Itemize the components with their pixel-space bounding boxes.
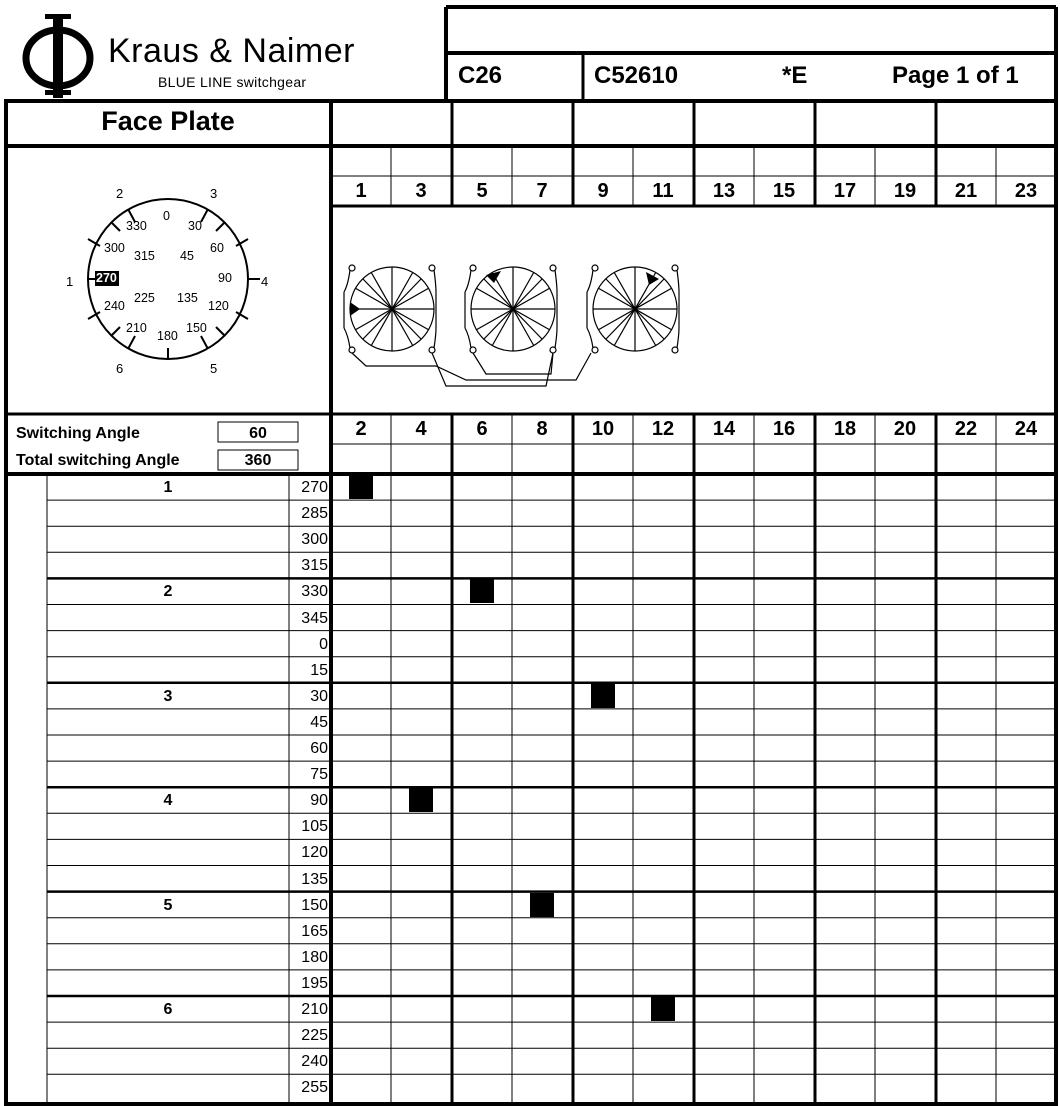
dial-terminal-5: 5	[210, 361, 218, 376]
terminal-bottom-6: 6	[476, 418, 488, 440]
dial-angle-180: 180	[157, 329, 178, 343]
terminal-bottom-14: 14	[712, 418, 736, 440]
brand-logo	[20, 10, 440, 98]
position-angle: 330	[301, 583, 328, 601]
dial-angle-30: 30	[188, 219, 202, 233]
position-angle: 285	[301, 505, 328, 523]
position-angle: 270	[301, 479, 328, 496]
terminal-bottom-22: 22	[954, 418, 978, 440]
dial-angle-300: 300	[104, 241, 125, 255]
position-angle: 135	[301, 870, 328, 888]
position-angle: 240	[301, 1053, 328, 1071]
contact-closed-mark	[530, 893, 554, 917]
dial-terminal-6: 6	[116, 361, 124, 376]
position-angle: 345	[301, 609, 328, 627]
position-label: 2	[163, 583, 173, 601]
position-angle: 180	[301, 948, 328, 966]
position-angle: 0	[319, 635, 328, 653]
dial-angle-225: 225	[134, 291, 155, 305]
dial-angle-315: 315	[134, 249, 155, 263]
terminal-top-3: 3	[415, 180, 427, 202]
dial-terminal-4: 4	[261, 274, 269, 289]
terminal-bottom-18: 18	[833, 418, 857, 440]
terminal-bottom-20: 20	[893, 418, 917, 440]
terminal-bottom-8: 8	[536, 418, 548, 440]
dial-angle-270-selected: 270	[96, 271, 117, 285]
position-label: 1	[163, 479, 173, 496]
dial-angle-210: 210	[126, 321, 147, 335]
dial-angle-240: 240	[104, 299, 125, 313]
page-indicator: Page 1 of 1	[892, 62, 1019, 89]
position-angle: 60	[310, 740, 328, 757]
terminal-bottom-16: 16	[772, 418, 796, 440]
contact-closed-mark	[591, 684, 615, 708]
brand-subtitle: BLUE LINE switchgear	[158, 74, 307, 90]
terminal-bottom-12: 12	[651, 418, 675, 440]
terminal-top-9: 9	[597, 180, 609, 202]
terminal-top-1: 1	[355, 180, 367, 202]
total-switching-angle-label: Total switching Angle	[16, 452, 180, 469]
dial-angle-90: 90	[218, 271, 232, 285]
dial-terminal-3: 3	[210, 186, 218, 201]
position-angle: 150	[301, 896, 328, 914]
dial-icon	[60, 180, 280, 380]
terminal-bottom-2: 2	[355, 418, 367, 440]
position-angle: 225	[301, 1027, 328, 1045]
position-angle: 255	[301, 1079, 328, 1097]
terminal-top-23: 23	[1014, 180, 1038, 202]
switching-angle-value: 60	[249, 425, 267, 442]
terminal-top-21: 21	[954, 180, 978, 202]
dial-angle-135: 135	[177, 291, 198, 305]
phi-logo-icon	[20, 10, 100, 98]
total-switching-angle-value: 360	[244, 452, 272, 469]
dial-angle-150: 150	[186, 321, 207, 335]
contact-closed-mark	[651, 997, 675, 1021]
position-angle: 120	[301, 844, 328, 862]
terminal-top-11: 11	[652, 180, 674, 202]
dial-angle-0: 0	[163, 209, 170, 223]
terminal-bottom-24: 24	[1014, 418, 1038, 440]
terminal-top-7: 7	[536, 180, 548, 202]
brand-name: Kraus & Naimer	[108, 32, 355, 70]
terminal-top-13: 13	[712, 180, 736, 202]
part-number: C52610	[594, 62, 679, 89]
position-angle: 30	[310, 687, 328, 705]
contact-closed-mark	[349, 475, 373, 499]
position-label: 4	[163, 792, 173, 810]
terminal-top-17: 17	[833, 180, 857, 202]
face-plate-title: Face Plate	[101, 106, 235, 136]
dial-terminal-1: 1	[66, 274, 74, 289]
terminal-bottom-10: 10	[591, 418, 615, 440]
position-angle: 75	[310, 766, 328, 784]
terminal-top-15: 15	[772, 180, 796, 202]
position-angle: 15	[310, 661, 328, 679]
position-angle: 195	[301, 974, 328, 992]
position-angle: 300	[301, 531, 328, 549]
position-angle: 210	[301, 1001, 328, 1018]
dial-angle-60: 60	[210, 241, 224, 255]
position-angle: 45	[310, 713, 328, 731]
contact-diagram-icon	[336, 240, 696, 410]
terminal-bottom-4: 4	[415, 418, 427, 440]
position-label: 5	[163, 896, 173, 914]
dial-angle-330: 330	[126, 219, 147, 233]
contact-closed-mark	[470, 579, 494, 603]
position-angle: 90	[310, 792, 328, 810]
position-label: 3	[163, 687, 173, 705]
terminal-top-5: 5	[476, 180, 488, 202]
switching-angle-label: Switching Angle	[16, 425, 140, 442]
series-code: C26	[458, 62, 503, 89]
position-angle: 315	[301, 557, 328, 575]
position-label: 6	[163, 1001, 173, 1018]
terminal-top-19: 19	[893, 180, 917, 202]
position-angle: 165	[301, 922, 328, 940]
face-plate-dial	[60, 180, 280, 380]
revision-code: *E	[782, 62, 808, 89]
dial-angle-45: 45	[180, 249, 194, 263]
contact-closed-mark	[409, 788, 433, 812]
dial-angle-120: 120	[208, 299, 229, 313]
dial-terminal-2: 2	[116, 186, 124, 201]
position-angle: 105	[301, 818, 328, 836]
